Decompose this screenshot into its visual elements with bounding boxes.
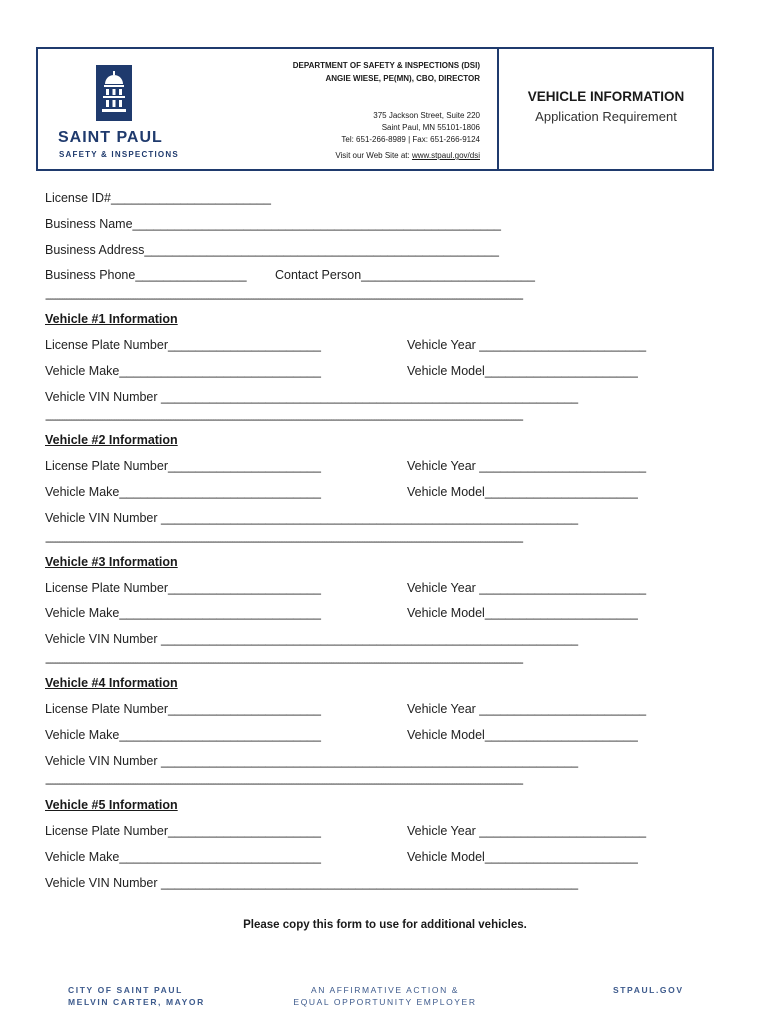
vehicle-2-year-field[interactable]: Vehicle Year ________________________ [407,459,647,473]
phone-fax: Tel: 651-266-8989 | Fax: 651-266-9124 [341,135,480,144]
vehicle-1-plate-field[interactable]: License Plate Number______________________ [45,338,321,352]
business-address-field[interactable]: Business Address___________________________________________________ [45,243,499,257]
city-hall-emblem-icon [96,65,132,121]
address-line-2: Saint Paul, MN 55101-1806 [381,123,480,132]
vehicle-3-year-field[interactable]: Vehicle Year ________________________ [407,581,647,595]
vehicle-4-year-field[interactable]: Vehicle Year ________________________ [407,702,647,716]
vehicle-4-plate-field[interactable]: License Plate Number______________________ [45,702,321,716]
form-subtitle: Application Requirement [535,109,677,124]
vehicle-3-model-field[interactable]: Vehicle Model______________________ [407,606,638,620]
contact-person-field[interactable]: Contact Person_________________________ [275,268,535,282]
vehicle-3-plate-field[interactable]: License Plate Number______________________ [45,581,321,595]
vehicle-5-model-field[interactable]: Vehicle Model______________________ [407,850,638,864]
vehicle-4-heading: Vehicle #4 Information [45,676,178,690]
license-id-field[interactable]: License ID#_______________________ [45,191,271,205]
vehicle-2-heading: Vehicle #2 Information [45,433,178,447]
footer-eeo-line-2: EQUAL OPPORTUNITY EMPLOYER [293,997,477,1007]
vehicle-1-make-field[interactable]: Vehicle Make_____________________________ [45,364,321,378]
address-line-1: 375 Jackson Street, Suite 220 [373,111,480,120]
vehicle-5-make-field[interactable]: Vehicle Make_____________________________ [45,850,321,864]
footer-website[interactable]: STPAUL.GOV [613,985,684,995]
footer-city-name: CITY OF SAINT PAUL [68,985,183,995]
vehicle-4-make-field[interactable]: Vehicle Make_____________________________ [45,728,321,742]
section-separator: ---------------------------------------------------------------------------------------------------------------------------------------------------------------------------------------------------------- [45,657,523,669]
form-title: VEHICLE INFORMATION [527,89,685,104]
logo-wordmark: SAINT PAUL [58,129,163,146]
website-line [180,151,480,160]
section-separator: ---------------------------------------------------------------------------------------------------------------------------------------------------------------------------------------------------------- [45,293,523,305]
vehicle-2-vin-field[interactable]: Vehicle VIN Number ____________________________________________________________ [45,511,579,525]
website-link[interactable]: www.stpaul.gov/dsi [411,151,480,160]
vehicle-2-plate-field[interactable]: License Plate Number______________________ [45,459,321,473]
footer-eeo [285,984,485,1008]
vehicle-5-heading: Vehicle #5 Information [45,798,178,812]
vehicle-1-model-field[interactable]: Vehicle Model______________________ [407,364,638,378]
website-prefix: Visit our Web Site at: [335,151,412,160]
business-name-field[interactable]: Business Name_____________________________________________________ [45,217,501,231]
section-separator: ---------------------------------------------------------------------------------------------------------------------------------------------------------------------------------------------------------- [45,414,523,426]
section-separator: ---------------------------------------------------------------------------------------------------------------------------------------------------------------------------------------------------------- [45,778,523,790]
vehicle-4-model-field[interactable]: Vehicle Model______________________ [407,728,638,742]
vehicle-1-year-field[interactable]: Vehicle Year ________________________ [407,338,647,352]
vehicle-2-make-field[interactable]: Vehicle Make_____________________________ [45,485,321,499]
vehicle-5-year-field[interactable]: Vehicle Year ________________________ [407,824,647,838]
vehicle-3-heading: Vehicle #3 Information [45,555,178,569]
vehicle-1-vin-field[interactable]: Vehicle VIN Number ____________________________________________________________ [45,390,579,404]
footer-mayor: MELVIN CARTER, MAYOR [68,997,205,1007]
logo-tagline: SAFETY & INSPECTIONS [59,150,179,159]
vehicle-5-plate-field[interactable]: License Plate Number______________________ [45,824,321,838]
vehicle-3-make-field[interactable]: Vehicle Make_____________________________ [45,606,321,620]
footer-eeo-line-1: AN AFFIRMATIVE ACTION & [310,985,460,995]
vehicle-3-vin-field[interactable]: Vehicle VIN Number ____________________________________________________________ [45,632,579,646]
business-phone-field[interactable]: Business Phone________________ [45,268,247,282]
copy-form-note: Please copy this form to use for additional vehicles. [243,919,527,931]
letterhead [36,47,714,171]
vehicle-2-model-field[interactable]: Vehicle Model______________________ [407,485,638,499]
vehicle-5-vin-field[interactable]: Vehicle VIN Number ____________________________________________________________ [45,876,579,890]
director-name: ANGIE WIESE, PE(MN), CBO, DIRECTOR [325,74,480,83]
section-separator: ---------------------------------------------------------------------------------------------------------------------------------------------------------------------------------------------------------- [45,536,523,548]
footer-city [68,984,205,1008]
vehicle-1-heading: Vehicle #1 Information [45,312,178,326]
vehicle-4-vin-field[interactable]: Vehicle VIN Number ____________________________________________________________ [45,754,579,768]
department-name: DEPARTMENT OF SAFETY & INSPECTIONS (DSI) [292,61,480,70]
